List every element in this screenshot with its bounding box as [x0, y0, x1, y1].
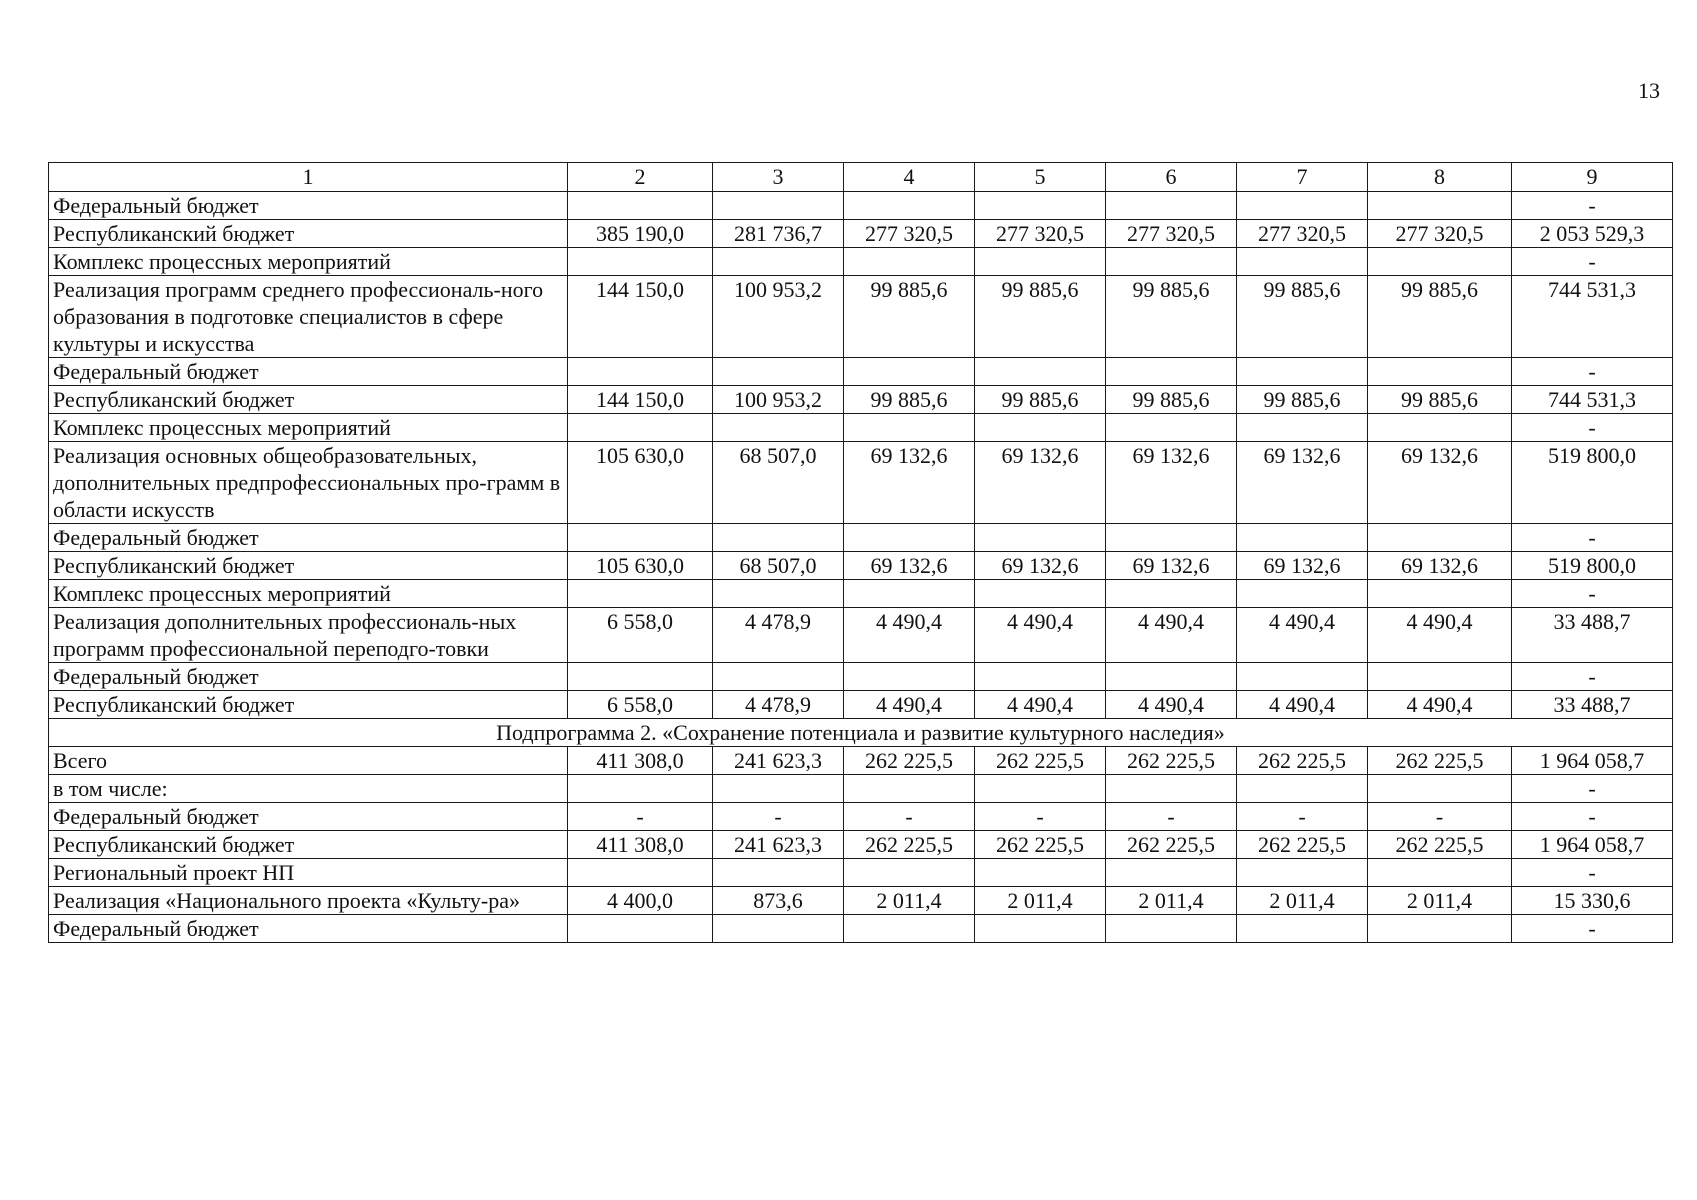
value-cell: 99 885,6 [1237, 276, 1368, 358]
value-cell: - [975, 803, 1106, 831]
value-cell [1237, 358, 1368, 386]
value-cell [1237, 580, 1368, 608]
value-cell: 99 885,6 [1106, 276, 1237, 358]
table-row [49, 691, 1673, 719]
table-row [49, 915, 1673, 943]
value-cell: 262 225,5 [1368, 831, 1512, 859]
value-cell: - [1512, 803, 1673, 831]
value-cell [1237, 915, 1368, 943]
column-number-cell: 9 [1512, 163, 1673, 192]
table-row [49, 747, 1673, 775]
value-cell: 100 953,2 [713, 276, 844, 358]
row-label-cell: Реализация программ среднего профессиональ-ного образования в подготовке специалистов в сфере культуры и искусства [49, 276, 568, 358]
value-cell: 4 400,0 [568, 887, 713, 915]
value-cell: 6 558,0 [568, 691, 713, 719]
value-cell [975, 859, 1106, 887]
table-row [49, 524, 1673, 552]
value-cell [713, 358, 844, 386]
value-cell: 281 736,7 [713, 220, 844, 248]
value-cell: 262 225,5 [844, 747, 975, 775]
value-cell: 68 507,0 [713, 442, 844, 524]
value-cell [844, 248, 975, 276]
value-cell: 744 531,3 [1512, 386, 1673, 414]
column-number-cell: 6 [1106, 163, 1237, 192]
value-cell [713, 663, 844, 691]
value-cell [1368, 915, 1512, 943]
value-cell [1237, 859, 1368, 887]
table-row [49, 386, 1673, 414]
value-cell: 99 885,6 [1368, 276, 1512, 358]
value-cell: - [844, 803, 975, 831]
value-cell: 262 225,5 [975, 747, 1106, 775]
value-cell: 69 132,6 [975, 552, 1106, 580]
row-label-cell: Федеральный бюджет [49, 358, 568, 386]
page-number: 13 [1638, 78, 1660, 103]
value-cell: 4 490,4 [1106, 691, 1237, 719]
value-cell [1368, 859, 1512, 887]
table-row [49, 192, 1673, 220]
table-row [49, 552, 1673, 580]
value-cell: 262 225,5 [844, 831, 975, 859]
value-cell: 105 630,0 [568, 442, 713, 524]
value-cell [568, 358, 713, 386]
value-cell [1368, 580, 1512, 608]
value-cell: 144 150,0 [568, 386, 713, 414]
value-cell: 4 490,4 [1106, 608, 1237, 663]
value-cell [1106, 358, 1237, 386]
value-cell [975, 775, 1106, 803]
value-cell [1106, 248, 1237, 276]
value-cell [844, 915, 975, 943]
subprogram-heading: Подпрограмма 2. «Сохранение потенциала и развитие культурного наследия» [49, 719, 1673, 747]
value-cell: - [1512, 859, 1673, 887]
value-cell [844, 859, 975, 887]
value-cell [975, 192, 1106, 220]
value-cell [844, 524, 975, 552]
value-cell [568, 859, 713, 887]
value-cell [1368, 248, 1512, 276]
value-cell: 241 623,3 [713, 831, 844, 859]
value-cell: - [1512, 524, 1673, 552]
column-number-cell: 3 [713, 163, 844, 192]
value-cell: - [1512, 248, 1673, 276]
value-cell: 2 011,4 [1368, 887, 1512, 915]
value-cell: 277 320,5 [1237, 220, 1368, 248]
column-number-cell: 8 [1368, 163, 1512, 192]
value-cell [568, 414, 713, 442]
value-cell [975, 663, 1106, 691]
value-cell [568, 248, 713, 276]
value-cell: 6 558,0 [568, 608, 713, 663]
row-label-cell: Федеральный бюджет [49, 803, 568, 831]
column-number-cell: 7 [1237, 163, 1368, 192]
value-cell: 262 225,5 [1106, 747, 1237, 775]
value-cell [1368, 358, 1512, 386]
value-cell: 2 011,4 [844, 887, 975, 915]
value-cell [1237, 775, 1368, 803]
value-cell: 69 132,6 [1368, 552, 1512, 580]
value-cell: 15 330,6 [1512, 887, 1673, 915]
column-number-cell: 4 [844, 163, 975, 192]
value-cell: 100 953,2 [713, 386, 844, 414]
value-cell: 2 011,4 [1106, 887, 1237, 915]
value-cell: 68 507,0 [713, 552, 844, 580]
value-cell: 99 885,6 [1106, 386, 1237, 414]
table-row [49, 442, 1673, 524]
value-cell [713, 775, 844, 803]
value-cell: - [1512, 580, 1673, 608]
value-cell: 262 225,5 [975, 831, 1106, 859]
row-label-cell: Комплекс процессных мероприятий [49, 580, 568, 608]
value-cell [713, 580, 844, 608]
value-cell: 262 225,5 [1368, 747, 1512, 775]
value-cell [844, 663, 975, 691]
value-cell: 1 964 058,7 [1512, 831, 1673, 859]
table-row [49, 248, 1673, 276]
value-cell [1106, 192, 1237, 220]
value-cell [713, 414, 844, 442]
value-cell [975, 248, 1106, 276]
row-label-cell: Республиканский бюджет [49, 220, 568, 248]
value-cell [1106, 663, 1237, 691]
table-row [49, 608, 1673, 663]
value-cell: 4 490,4 [1237, 691, 1368, 719]
value-cell [1237, 192, 1368, 220]
value-cell: 69 132,6 [1237, 552, 1368, 580]
value-cell: 4 490,4 [975, 608, 1106, 663]
value-cell: 277 320,5 [975, 220, 1106, 248]
column-number-cell: 1 [49, 163, 568, 192]
value-cell [713, 192, 844, 220]
row-label-cell: Федеральный бюджет [49, 915, 568, 943]
row-label-cell: Федеральный бюджет [49, 192, 568, 220]
value-cell: 519 800,0 [1512, 442, 1673, 524]
row-label-cell: Республиканский бюджет [49, 552, 568, 580]
value-cell: - [1512, 663, 1673, 691]
value-cell [975, 358, 1106, 386]
value-cell: 33 488,7 [1512, 608, 1673, 663]
row-label-cell: Республиканский бюджет [49, 831, 568, 859]
value-cell [1106, 524, 1237, 552]
value-cell [975, 915, 1106, 943]
table-row [49, 859, 1673, 887]
value-cell [713, 915, 844, 943]
value-cell [568, 192, 713, 220]
row-label-cell: Республиканский бюджет [49, 386, 568, 414]
table-row [49, 803, 1673, 831]
value-cell [1237, 248, 1368, 276]
value-cell [844, 414, 975, 442]
row-label-cell: Всего [49, 747, 568, 775]
table-row [49, 414, 1673, 442]
value-cell: 105 630,0 [568, 552, 713, 580]
value-cell [713, 248, 844, 276]
value-cell: 241 623,3 [713, 747, 844, 775]
value-cell: 69 132,6 [1368, 442, 1512, 524]
value-cell: - [1512, 192, 1673, 220]
value-cell: 69 132,6 [1106, 442, 1237, 524]
value-cell: - [568, 803, 713, 831]
value-cell [1106, 915, 1237, 943]
value-cell: - [1512, 358, 1673, 386]
value-cell: 744 531,3 [1512, 276, 1673, 358]
value-cell [844, 192, 975, 220]
value-cell [844, 580, 975, 608]
value-cell: 99 885,6 [1237, 386, 1368, 414]
table-row [49, 358, 1673, 386]
value-cell [844, 775, 975, 803]
value-cell [1106, 580, 1237, 608]
value-cell: 2 053 529,3 [1512, 220, 1673, 248]
value-cell: - [1237, 803, 1368, 831]
value-cell: 277 320,5 [1106, 220, 1237, 248]
table-row [49, 887, 1673, 915]
value-cell [568, 915, 713, 943]
value-cell: - [1512, 915, 1673, 943]
value-cell: - [1106, 803, 1237, 831]
value-cell [568, 580, 713, 608]
value-cell: - [1512, 775, 1673, 803]
value-cell [568, 775, 713, 803]
row-label-cell: Реализация дополнительных профессиональ-ных программ профессиональной переподго-товки [49, 608, 568, 663]
value-cell [844, 358, 975, 386]
value-cell: 277 320,5 [1368, 220, 1512, 248]
value-cell: 99 885,6 [844, 386, 975, 414]
value-cell: 262 225,5 [1106, 831, 1237, 859]
table-row [49, 663, 1673, 691]
value-cell: 69 132,6 [1106, 552, 1237, 580]
value-cell [1368, 775, 1512, 803]
value-cell [568, 663, 713, 691]
table-row [49, 831, 1673, 859]
table-body [49, 163, 1673, 943]
value-cell: 4 490,4 [1368, 608, 1512, 663]
value-cell [975, 414, 1106, 442]
value-cell: 262 225,5 [1237, 747, 1368, 775]
value-cell: 69 132,6 [844, 552, 975, 580]
value-cell [975, 524, 1106, 552]
value-cell: 277 320,5 [844, 220, 975, 248]
value-cell [713, 524, 844, 552]
value-cell [975, 580, 1106, 608]
budget-table [48, 162, 1673, 943]
value-cell: 99 885,6 [975, 386, 1106, 414]
value-cell: 69 132,6 [975, 442, 1106, 524]
value-cell: 2 011,4 [975, 887, 1106, 915]
row-label-cell: Реализация «Национального проекта «Культу-ра» [49, 887, 568, 915]
value-cell [1237, 524, 1368, 552]
value-cell [568, 524, 713, 552]
table-row [49, 220, 1673, 248]
row-label-cell: Комплекс процессных мероприятий [49, 414, 568, 442]
value-cell: - [1368, 803, 1512, 831]
table-row [49, 276, 1673, 358]
value-cell [1368, 663, 1512, 691]
value-cell: 1 964 058,7 [1512, 747, 1673, 775]
value-cell: 4 478,9 [713, 691, 844, 719]
subprogram-heading-row [49, 719, 1673, 747]
value-cell: 33 488,7 [1512, 691, 1673, 719]
value-cell: 2 011,4 [1237, 887, 1368, 915]
column-number-row [49, 163, 1673, 192]
value-cell: 519 800,0 [1512, 552, 1673, 580]
row-label-cell: Комплекс процессных мероприятий [49, 248, 568, 276]
value-cell: 4 478,9 [713, 608, 844, 663]
value-cell [1106, 859, 1237, 887]
row-label-cell: Реализация основных общеобразовательных, дополнительных предпрофессиональных про-грамм в области искусств [49, 442, 568, 524]
row-label-cell: Региональный проект НП [49, 859, 568, 887]
table-row [49, 580, 1673, 608]
row-label-cell: Федеральный бюджет [49, 663, 568, 691]
value-cell: 69 132,6 [844, 442, 975, 524]
value-cell: 99 885,6 [975, 276, 1106, 358]
value-cell: 99 885,6 [1368, 386, 1512, 414]
value-cell: 4 490,4 [1237, 608, 1368, 663]
value-cell: 144 150,0 [568, 276, 713, 358]
value-cell: 4 490,4 [1368, 691, 1512, 719]
row-label-cell: Республиканский бюджет [49, 691, 568, 719]
value-cell: 99 885,6 [844, 276, 975, 358]
value-cell: 411 308,0 [568, 747, 713, 775]
value-cell: - [713, 803, 844, 831]
value-cell: 873,6 [713, 887, 844, 915]
value-cell [1106, 775, 1237, 803]
value-cell [1237, 414, 1368, 442]
value-cell: 4 490,4 [975, 691, 1106, 719]
column-number-cell: 2 [568, 163, 713, 192]
value-cell: 411 308,0 [568, 831, 713, 859]
value-cell: 69 132,6 [1237, 442, 1368, 524]
value-cell: 262 225,5 [1237, 831, 1368, 859]
row-label-cell: Федеральный бюджет [49, 524, 568, 552]
row-label-cell: в том числе: [49, 775, 568, 803]
value-cell: 4 490,4 [844, 691, 975, 719]
value-cell [1368, 414, 1512, 442]
table-row [49, 775, 1673, 803]
value-cell: 4 490,4 [844, 608, 975, 663]
value-cell [1368, 192, 1512, 220]
value-cell: 385 190,0 [568, 220, 713, 248]
column-number-cell: 5 [975, 163, 1106, 192]
value-cell [1106, 414, 1237, 442]
value-cell: - [1512, 414, 1673, 442]
value-cell [713, 859, 844, 887]
value-cell [1237, 663, 1368, 691]
value-cell [1368, 524, 1512, 552]
